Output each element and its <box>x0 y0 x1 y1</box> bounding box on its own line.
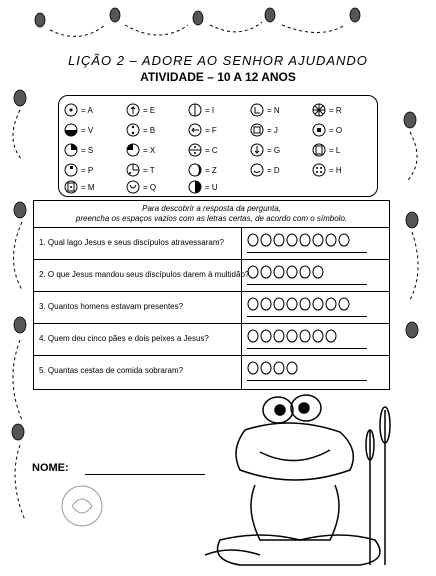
smile-circle-icon <box>250 163 264 177</box>
quarter-dark-circle-icon <box>64 143 78 157</box>
name-label: NOME: <box>32 462 69 474</box>
moon-circle-icon <box>188 163 202 177</box>
key-item: = V <box>64 120 126 140</box>
key-item: = I <box>188 100 250 120</box>
answer-symbol-icon <box>260 233 272 247</box>
square-dot-circle-icon <box>312 123 326 137</box>
answer-symbol-icon <box>286 297 298 311</box>
answer-symbol-icon <box>247 329 259 343</box>
key-item: = P <box>64 160 126 180</box>
answer-symbol-icon <box>273 329 285 343</box>
key-item: = B <box>126 120 188 140</box>
half-dark-circle-icon <box>64 123 78 137</box>
cross-dots-circle-icon <box>188 143 202 157</box>
table-row: 1. Qual lago Jesus e seus discípulos atravessaram? <box>33 228 390 260</box>
arrow-down-circle-icon <box>250 143 264 157</box>
key-item: = M <box>64 180 126 194</box>
symbol-key-grid <box>64 100 374 194</box>
answer-symbol-icon <box>273 233 285 247</box>
curve-circle-icon <box>126 180 140 194</box>
key-item: = Q <box>126 180 188 194</box>
answer-line[interactable] <box>247 284 367 285</box>
answer-symbol-icon <box>247 361 259 375</box>
answer-symbol-icon <box>299 329 311 343</box>
watermark-seal <box>58 482 106 530</box>
key-item: = U <box>188 180 250 194</box>
key-item: = F <box>188 120 250 140</box>
answer-symbol-icon <box>299 233 311 247</box>
key-item: = J <box>250 120 312 140</box>
answer-symbol-icon <box>260 329 272 343</box>
key-item: = N <box>250 100 312 120</box>
key-item: = S <box>64 140 126 160</box>
answer-line[interactable] <box>247 348 367 349</box>
box-circle-icon <box>312 143 326 157</box>
key-item: = L <box>312 140 374 160</box>
key-item: = X <box>126 140 188 160</box>
key-item: = Z <box>188 160 250 180</box>
answer-symbol-icon <box>273 297 285 311</box>
answer-symbol-icon <box>247 297 259 311</box>
answer-symbol-icon <box>338 297 350 311</box>
asterisk-circle-icon <box>312 103 326 117</box>
answer-symbols <box>247 233 350 247</box>
answer-symbol-icon <box>286 265 298 279</box>
answer-symbol-icon <box>260 297 272 311</box>
answer-symbol-icon <box>273 361 285 375</box>
answer-symbol-icon <box>312 297 324 311</box>
split-circle-icon <box>188 103 202 117</box>
key-item-empty <box>250 180 312 194</box>
answer-line[interactable] <box>247 316 367 317</box>
answer-symbol-icon <box>247 265 259 279</box>
table-row: 5. Quantas cestas de comida sobraram? <box>33 356 390 388</box>
answer-symbol-icon <box>299 297 311 311</box>
answer-symbols <box>247 297 350 311</box>
right-dark-circle-icon <box>188 180 202 194</box>
answer-line[interactable] <box>247 252 367 253</box>
table-row: 4. Quem deu cinco pães e dois peixes a Jesus? <box>33 324 390 356</box>
answer-line[interactable] <box>247 380 367 381</box>
key-item: = G <box>250 140 312 160</box>
answer-symbol-icon <box>247 233 259 247</box>
dot-cross-circle-icon <box>126 163 140 177</box>
answer-symbol-icon <box>312 233 324 247</box>
arrow-left-circle-icon <box>188 123 202 137</box>
answer-symbol-icon <box>260 265 272 279</box>
dot-vertical-circle-icon <box>126 123 140 137</box>
answer-symbol-icon <box>286 233 298 247</box>
answer-symbol-icon <box>325 297 337 311</box>
answer-symbol-icon <box>286 329 298 343</box>
key-item: = C <box>188 140 250 160</box>
answer-symbol-icon <box>286 361 298 375</box>
answer-symbol-icon <box>260 361 272 375</box>
table-row: 3. Quantos homens estavam presentes? <box>33 292 390 324</box>
key-item: = T <box>126 160 188 180</box>
page-title: LIÇÃO 2 – ADORE AO SENHOR AJUDANDO <box>68 53 368 68</box>
key-item: = O <box>312 120 374 140</box>
answer-symbol-icon <box>312 265 324 279</box>
name-input-line[interactable] <box>85 474 205 475</box>
key-item: = A <box>64 100 126 120</box>
answer-symbol-icon <box>325 329 337 343</box>
frog-illustration <box>200 390 400 575</box>
key-item: = D <box>250 160 312 180</box>
key-item: = H <box>312 160 374 180</box>
table-instructions: Para descobrir a resposta da pergunta, preencha os espaços vazios com as letras certas, de acordo com o símbolo. <box>33 200 390 228</box>
answer-symbols <box>247 361 298 375</box>
key-item: = R <box>312 100 374 120</box>
page-subtitle: ATIVIDADE – 10 A 12 ANOS <box>140 70 296 84</box>
corner-circle-icon <box>250 103 264 117</box>
four-dots-circle-icon <box>312 163 326 177</box>
key-item: = E <box>126 100 188 120</box>
grid-circle-icon <box>250 123 264 137</box>
table-row: 2. O que Jesus mandou seus discípulos darem à multidão? <box>33 260 390 292</box>
dark-quarter-circle-icon <box>126 143 140 157</box>
dot-circle-icon <box>64 103 78 117</box>
answer-symbols <box>247 329 337 343</box>
answer-symbol-icon <box>299 265 311 279</box>
answer-symbol-icon <box>273 265 285 279</box>
small-square-circle-icon <box>64 163 78 177</box>
answer-symbol-icon <box>338 233 350 247</box>
answer-symbol-icon <box>312 329 324 343</box>
arrow-up-circle-icon <box>126 103 140 117</box>
grid-dots-circle-icon <box>64 180 78 194</box>
answer-symbols <box>247 265 324 279</box>
answer-symbol-icon <box>325 233 337 247</box>
